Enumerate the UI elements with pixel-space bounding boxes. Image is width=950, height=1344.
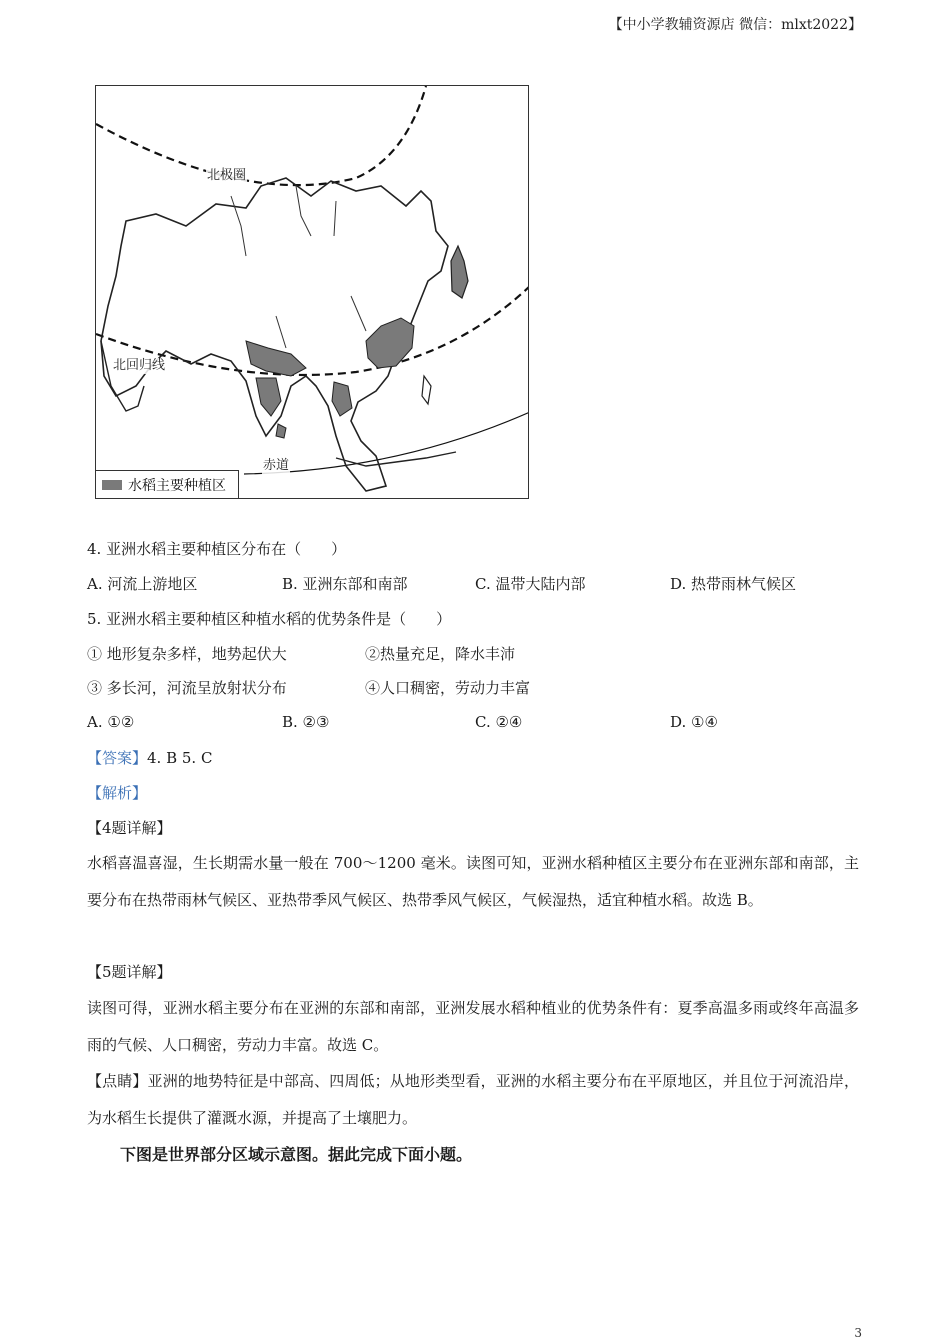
q4-option-c: C. 温带大陆内部 [475,575,586,593]
question-4-stem: 4. 亚洲水稻主要种植区分布在（ ） [87,540,347,558]
arctic-circle-label: 北极圈 [207,168,247,183]
equator-label: 赤道 [263,458,290,473]
tropic-of-cancer-label: 北回归线 [113,358,166,373]
arabia-coast [101,341,144,411]
q5-item-3: ③ 多长河，河流呈放射状分布 [87,679,287,697]
tip-label: 【点睛】 [87,1072,148,1090]
q4-option-a: A. 河流上游地区 [87,575,198,593]
rice-area-ganges [246,341,306,376]
philippine-islands [422,376,431,404]
q5-option-b: B. ②③ [282,713,330,731]
q5-item-1: ① 地形复杂多样，地势起伏大 [87,645,287,663]
japan-islands [451,246,468,298]
rice-area-sri-lanka [276,424,286,438]
answer-line [87,747,212,769]
rice-area-india [256,378,281,416]
q5-option-d: D. ①④ [670,713,718,731]
q4-option-d: D. 热带雨林气候区 [670,575,797,593]
detail-5-text: 读图可得，亚洲水稻主要分布在亚洲的东部和南部，亚洲发展水稻种植业的优势条件有：夏季高温多雨或终年高温多雨的气候、人口稠密，劳动力丰富。故选 C。 [87,999,859,1054]
q5-option-a: A. ①② [87,713,135,731]
detail-4-text: 水稻喜温喜湿，生长期需水量一般在 700～1200 毫米。读图可知，亚洲水稻种植区主要分布在亚洲东部和南部，主要分布在热带雨林气候区、亚热带季风气候区、热带季风气候区，气候湿热，适宜种植水稻。故选 B。 [87,854,859,909]
rivers [231,186,366,348]
page-number: 3 [854,1326,862,1340]
analysis-label: 【解析】 [87,784,148,802]
map-legend [96,470,239,498]
tip-text: 亚洲的地势特征是中部高、四周低；从地形类型看，亚洲的水稻主要分布在平原地区，并且位于河流沿岸，为水稻生长提供了灌溉水源，并提高了土壤肥力。 [87,1072,859,1127]
q5-option-c: C. ②④ [475,713,523,731]
q5-item-4: ④人口稠密，劳动力丰富 [365,679,531,697]
legend-label: 水稻主要种植区 [128,477,226,494]
detail-4-title: 【4题详解】 [87,819,172,837]
asia-map-drawing [96,86,529,499]
answer-text: 4. B 5. C [147,749,213,767]
answer-label: 【答案】 [87,749,148,767]
rice-area-swatch [102,480,122,490]
q4-option-b: B. 亚洲东部和南部 [282,575,408,593]
page-header: 【中小学教辅资源店 微信：mlxt2022】 [608,17,862,33]
asia-rice-map [95,85,529,499]
q5-item-2: ②热量充足，降水丰沛 [365,645,516,663]
arctic-circle-line [96,86,426,185]
rice-area-indochina [332,382,352,416]
tip-paragraph [87,1063,859,1137]
question-5-stem: 5. 亚洲水稻主要种植区种植水稻的优势条件是（ ） [87,610,452,628]
detail-5-title: 【5题详解】 [87,963,172,981]
next-question-intro: 下图是世界部分区域示意图。据此完成下面小题。 [120,1145,473,1164]
